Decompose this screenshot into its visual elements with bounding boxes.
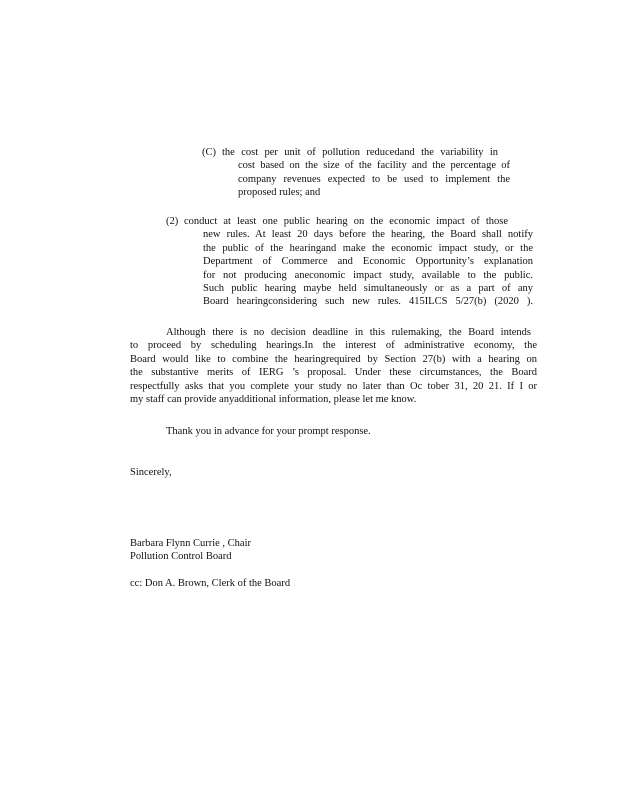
list-item-c-line-3: company revenues expected to be used to implement the [238, 173, 510, 185]
list-item-2-line-3: the public of the hearingand make the economic impact study, or the [203, 242, 533, 254]
cc-line [130, 577, 290, 590]
list-item-2-line-2: new rules. At least 20 days before the hearing, the Board shall notify [203, 229, 533, 241]
list-item-2-continuation [203, 228, 533, 308]
paragraph-1-line-4: the substantive merits of IERG ’s proposal. Under these circumstances, the Board [130, 367, 537, 379]
list-item-c-first [222, 146, 498, 159]
list-item-2-line-5: for not producing aneconomic impact study, available to the public. [203, 269, 533, 281]
paragraph-2-text: Thank you in advance for your prompt response. [166, 426, 371, 437]
list-item-c-line-2: cost based on the size of the facility and the percentage of [238, 160, 510, 172]
list-item-c-continuation [238, 159, 510, 199]
paragraph-1-line-1: Although there is no decision deadline in this rulemaking, the Board intends [166, 327, 531, 338]
list-item-c-line-1: the cost per unit of pollution reducedand the variability in [222, 147, 498, 158]
list-item-2-line-7: Board hearingconsidering such new rules. 415ILCS 5/27(b) (2020 ). [203, 296, 533, 308]
paragraph-1-line-2: to proceed by scheduling hearings.In the interest of administrative economy, the [130, 340, 537, 352]
paragraph-1-first [166, 326, 531, 339]
list-label: (2) [166, 216, 179, 227]
closing [130, 466, 172, 479]
list-item-2-line-6: Such public hearing maybe held simultaneously or as a part of any [203, 283, 533, 295]
signature-block [130, 537, 251, 564]
paragraph-1-line-3: Board would like to combine the hearingrequired by Section 27(b) with a hearing on [130, 353, 537, 365]
cc-text: cc: Don A. Brown, Clerk of the Board [130, 578, 291, 589]
signature-name: Barbara Flynn Currie , Chair [130, 538, 252, 549]
paragraph-1-body [130, 339, 537, 406]
list-item-2-label [166, 215, 178, 228]
list-label: (C) [202, 147, 216, 158]
signature-org: Pollution Control Board [130, 551, 232, 563]
list-item-2-line-1: conduct at least one public hearing on the economic impact of those [184, 216, 508, 227]
list-item-c-line-4: proposed rules; and [238, 187, 321, 199]
list-item-2-first [184, 215, 508, 228]
closing-text: Sincerely, [130, 467, 172, 478]
paragraph-1-line-5: respectfully asks that you complete your study no later than Oc tober 31, 20 21. If I or [130, 380, 537, 392]
list-item-c-label [202, 146, 216, 159]
paragraph-1-line-6: my staff can provide anyadditional information, please let me know. [130, 394, 417, 406]
paragraph-2 [166, 425, 371, 438]
list-item-2-line-4: Department of Commerce and Economic Opportunity’s explanation [203, 256, 533, 268]
